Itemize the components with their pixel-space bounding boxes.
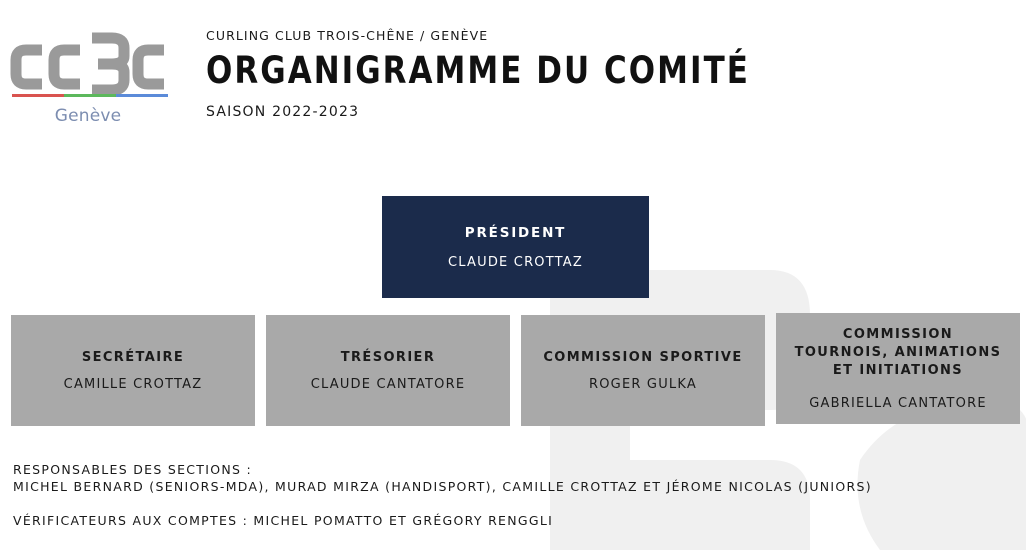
sports-commission-box bbox=[521, 315, 765, 426]
page-title: ORGANIGRAMME DU COMITÉ bbox=[206, 49, 750, 92]
president-name: CLAUDE CROTTAZ bbox=[448, 254, 583, 270]
president-box bbox=[382, 196, 649, 298]
logo-city-label: Genève bbox=[54, 106, 122, 126]
treasurer-box bbox=[266, 315, 510, 426]
footer-notes bbox=[13, 461, 872, 529]
club-name: CURLING CLUB TROIS-CHÊNE / GENÈVE bbox=[206, 28, 489, 43]
auditors-line: VÉRIFICATEURS AUX COMPTES : MICHEL POMATTO ET GRÉGORY RENGGLI bbox=[13, 513, 554, 528]
events-commission-role-line: COMMISSION bbox=[842, 327, 954, 342]
secretary-name: CAMILLE CROTTAZ bbox=[63, 377, 203, 392]
sports-commission-name: ROGER GULKA bbox=[589, 377, 697, 392]
season-label: SAISON 2022-2023 bbox=[206, 104, 360, 120]
page-header bbox=[206, 28, 791, 120]
cc3c-logo-mark bbox=[8, 28, 168, 100]
secretary-role: SECRÉTAIRE bbox=[81, 350, 185, 365]
sections-value: MICHEL BERNARD (SENIORS-MDA), MURAD MIRZA (HANDISPORT), CAMILLE CROTTAZ ET JÉROME NICOLAS (JUNIORS) bbox=[13, 479, 872, 494]
events-commission-role-line: ET INITIATIONS bbox=[832, 363, 964, 378]
events-commission-role-line: TOURNOIS, ANIMATIONS bbox=[794, 345, 1002, 360]
events-commission-name: GABRIELLA CANTATORE bbox=[809, 396, 987, 411]
events-commission-box bbox=[776, 313, 1020, 424]
events-commission-role bbox=[795, 326, 1002, 380]
club-logo bbox=[8, 28, 168, 128]
treasurer-role: TRÉSORIER bbox=[340, 350, 436, 365]
president-role: PRÉSIDENT bbox=[464, 224, 567, 241]
sports-commission-role: COMMISSION SPORTIVE bbox=[543, 350, 743, 365]
treasurer-name: CLAUDE CANTATORE bbox=[310, 377, 466, 392]
sections-label: RESPONSABLES DES SECTIONS : bbox=[13, 462, 253, 477]
secretary-box bbox=[11, 315, 255, 426]
